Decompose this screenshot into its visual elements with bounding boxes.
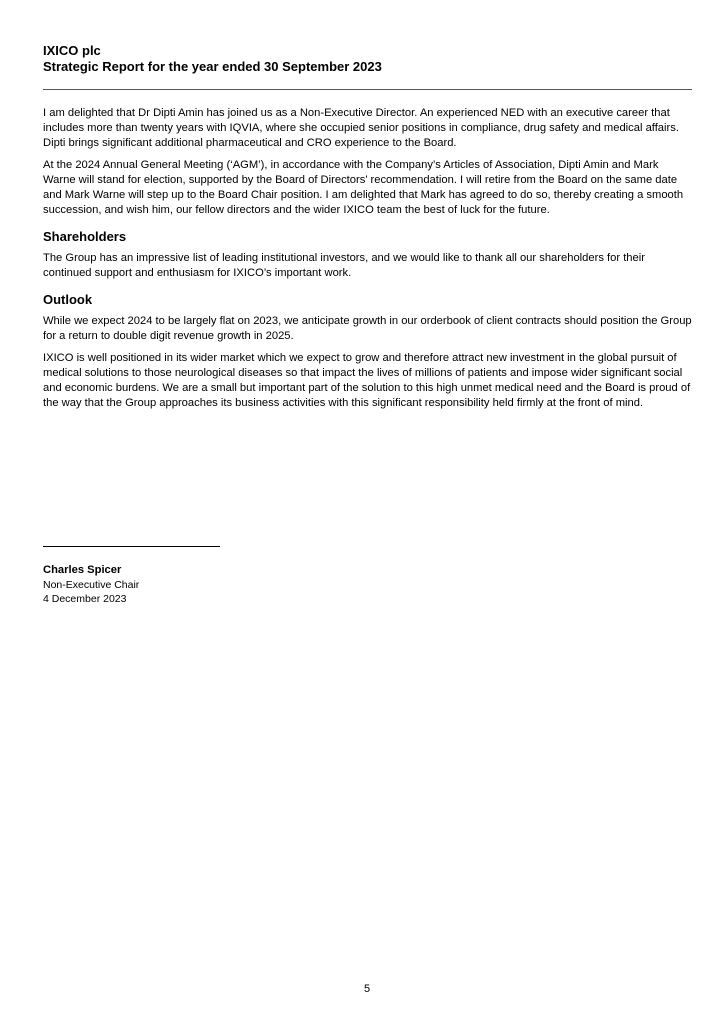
report-title: Strategic Report for the year ended 30 September 2023 xyxy=(43,59,382,74)
outlook-paragraph: While we expect 2024 to be largely flat on 2023, we anticipate growth in our orderbook of client contracts should position the Group for a return to double digit revenue growth in 2025. xyxy=(43,315,692,342)
shareholders-heading: Shareholders xyxy=(43,229,127,244)
signature-line xyxy=(43,546,220,547)
signature-date: 4 December 2023 xyxy=(43,593,127,605)
company-name: IXICO plc xyxy=(43,43,101,58)
signatory-role: Non-Executive Chair xyxy=(43,579,140,591)
signature-block xyxy=(43,563,139,606)
outlook-paragraph: IXICO is well positioned in its wider market which we expect to grow and therefore attract new investment in the global pursuit of medical solutions to those neurological diseases so that impact the lives of millions of patients and impose wider significant social and economic burdens. We are a small but important part of the solution to this high unmet medical need and the Board is proud of the way that the Group approaches its business activities with this significant responsibility held firmly at the front of mind. xyxy=(43,352,691,409)
intro-paragraph: I am delighted that Dr Dipti Amin has joined us as a Non-Executive Director. An experienced NED with an executive career that includes more than twenty years with IQVIA, where she occupied senior positions in compliance, drug safety and medical affairs. Dipti brings significant additional pharmaceutical and CRO experience to the Board. xyxy=(43,107,679,149)
page-header xyxy=(43,43,683,75)
shareholders-paragraph: The Group has an impressive list of leading institutional investors, and we would like to thank all our shareholders for their continued support and enthusiasm for IXICO’s important work. xyxy=(43,252,645,279)
outlook-heading: Outlook xyxy=(43,292,93,307)
report-body xyxy=(43,106,693,418)
intro-paragraph: At the 2024 Annual General Meeting (‘AGM’), in accordance with the Company’s Articles of Association, Dipti Amin and Mark Warne will stand for election, supported by the Board of Directors’ recommendation. I will retire from the Board on the same date and Mark Warne will step up to the Board Chair position. I am delighted that Mark has agreed to do so, thereby creating a smooth succession, and wish him, our fellow directors and the wider IXICO team the best of luck for the future. xyxy=(43,159,684,216)
page-number: 5 xyxy=(363,983,371,995)
header-divider xyxy=(43,89,692,90)
signatory-name: Charles Spicer xyxy=(43,564,122,576)
